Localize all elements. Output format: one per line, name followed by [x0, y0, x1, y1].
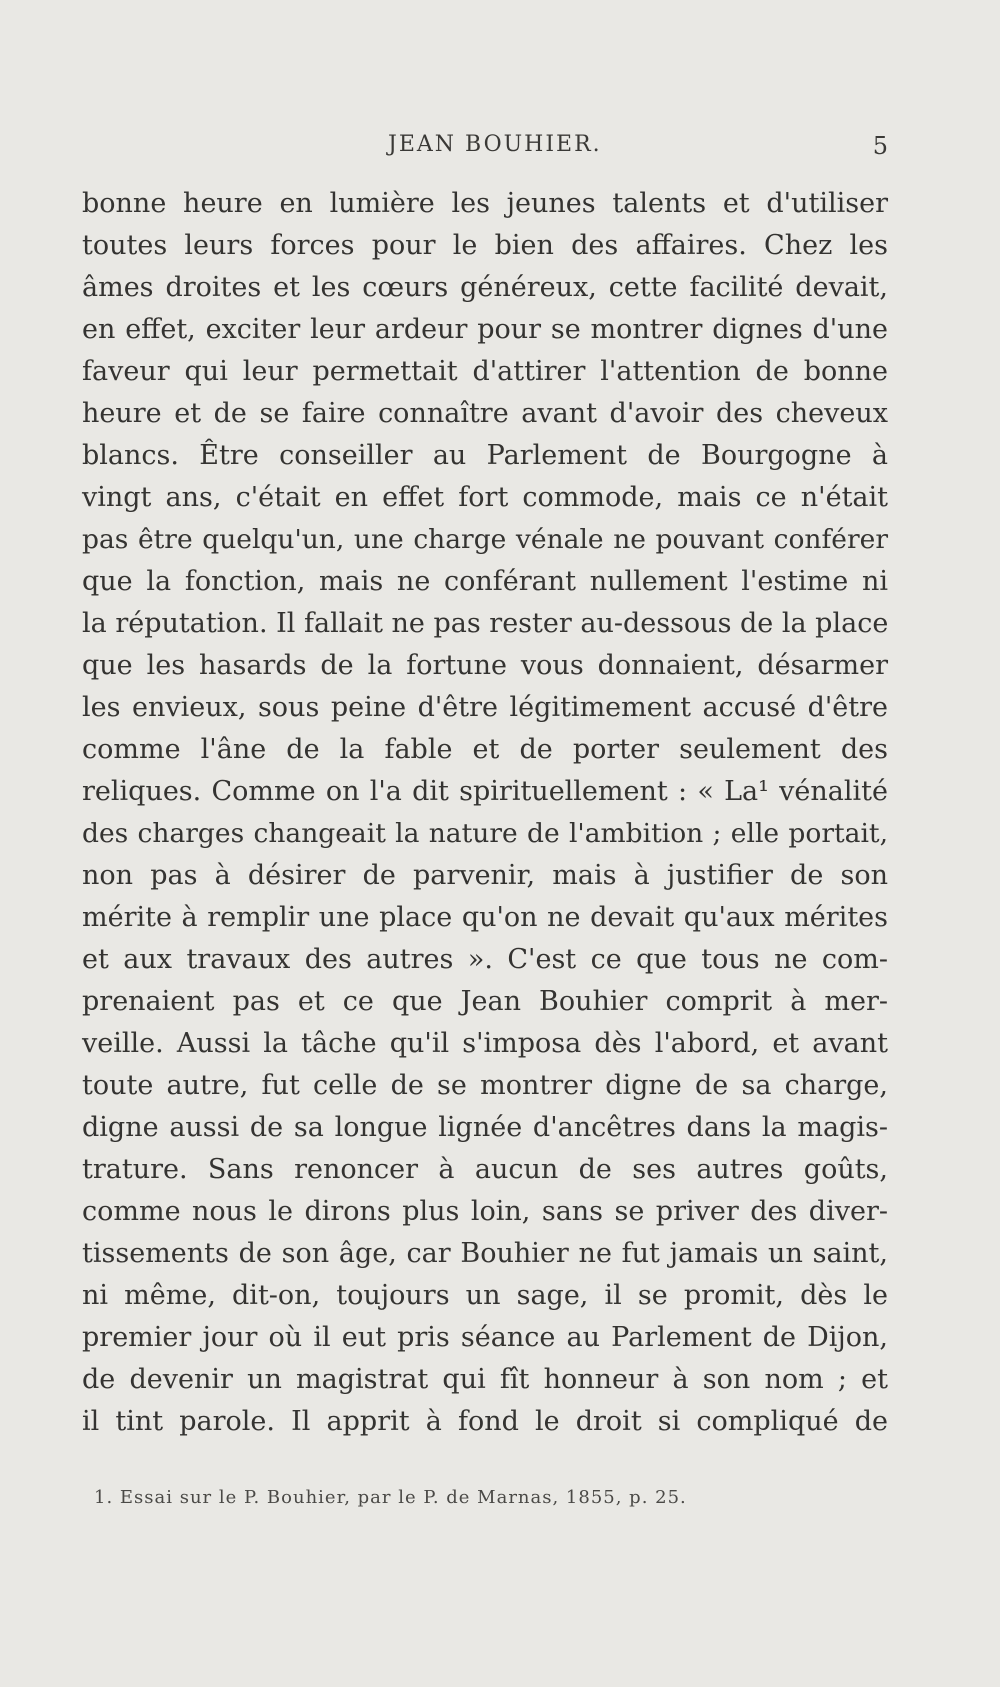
text-line: tissements de son âge, car Bouhier ne fut jamais un saint,: [82, 1238, 888, 1269]
text-line: vingt ans, c'était en effet fort commode, mais ce n'était: [82, 482, 888, 513]
running-title: JEAN BOUHIER.: [388, 132, 602, 157]
text-line: de devenir un magistrat qui fît honneur à son nom ; et: [82, 1364, 888, 1395]
text-line: des charges changeait la nature de l'ambition ; elle portait,: [82, 818, 888, 849]
text-line: toute autre, fut celle de se montrer digne de sa charge,: [82, 1070, 888, 1101]
text-line: digne aussi de sa longue lignée d'ancêtres dans la magis-: [82, 1112, 888, 1143]
text-line: en effet, exciter leur ardeur pour se montrer dignes d'une: [82, 314, 888, 345]
text-line: âmes droites et les cœurs généreux, cette facilité devait,: [82, 272, 888, 303]
page-number: 5: [872, 132, 888, 160]
text-line: ni même, dit-on, toujours un sage, il se promit, dès le: [82, 1280, 888, 1311]
text-line: comme l'âne de la fable et de porter seulement des: [82, 734, 888, 765]
body-text: [82, 183, 888, 1443]
text-line: premier jour où il eut pris séance au Parlement de Dijon,: [82, 1322, 888, 1353]
text-line: toutes leurs forces pour le bien des affaires. Chez les: [82, 230, 888, 261]
text-line: bonne heure en lumière les jeunes talents et d'utiliser: [82, 188, 888, 219]
text-line: pas être quelqu'un, une charge vénale ne pouvant conférer: [82, 524, 888, 555]
text-line: trature. Sans renoncer à aucun de ses autres goûts,: [82, 1154, 888, 1185]
text-line: comme nous le dirons plus loin, sans se priver des diver-: [82, 1196, 888, 1227]
text-line: blancs. Être conseiller au Parlement de Bourgogne à: [82, 440, 888, 471]
running-head: [0, 132, 1000, 162]
text-line: mérite à remplir une place qu'on ne devait qu'aux mérites: [82, 902, 888, 933]
text-line: que la fonction, mais ne conférant nullement l'estime ni: [82, 566, 888, 597]
footnote: 1. Essai sur le P. Bouhier, par le P. de Marnas, 1855, p. 25.: [94, 1487, 687, 1508]
text-line: les envieux, sous peine d'être légitimement accusé d'être: [82, 692, 888, 723]
text-line: et aux travaux des autres ». C'est ce que tous ne com-: [82, 944, 888, 975]
text-line: heure et de se faire connaître avant d'avoir des cheveux: [82, 398, 888, 429]
text-line: il tint parole. Il apprit à fond le droit si compliqué de: [82, 1406, 888, 1437]
text-line: faveur qui leur permettait d'attirer l'attention de bonne: [82, 356, 888, 387]
text-line: veille. Aussi la tâche qu'il s'imposa dès l'abord, et avant: [82, 1028, 888, 1059]
text-line: prenaient pas et ce que Jean Bouhier comprit à mer-: [82, 986, 888, 1017]
text-line: que les hasards de la fortune vous donnaient, désarmer: [82, 650, 888, 681]
text-line: reliques. Comme on l'a dit spirituellement : « La¹ vénalité: [82, 776, 888, 807]
text-line: la réputation. Il fallait ne pas rester au-dessous de la place: [82, 608, 889, 639]
text-line: non pas à désirer de parvenir, mais à justifier de son: [82, 860, 888, 891]
